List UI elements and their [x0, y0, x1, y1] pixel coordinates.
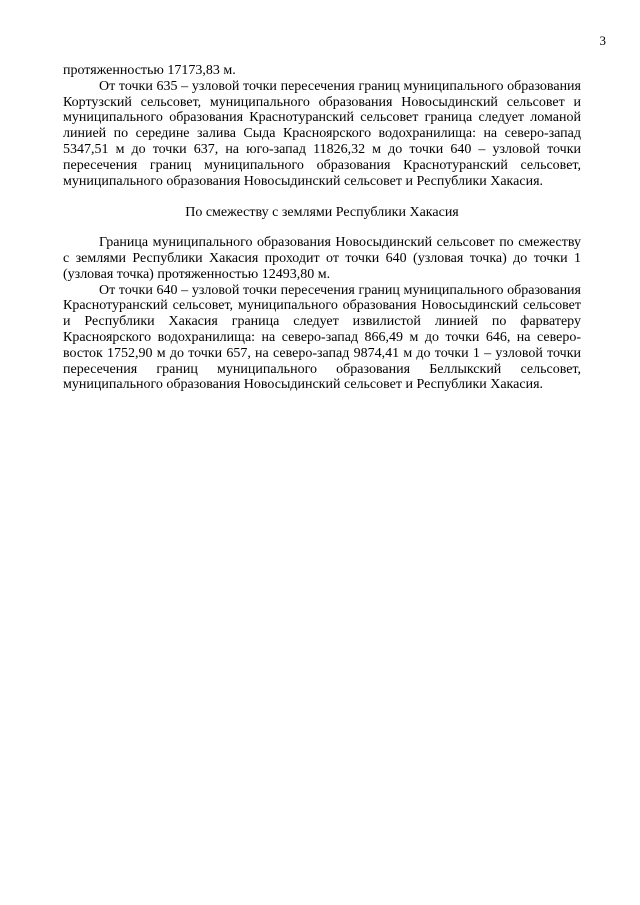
paragraph-continuation: протяженностью 17173,83 м.	[63, 63, 236, 78]
document-body	[63, 63, 581, 393]
paragraph-boundary-635-640: От точки 635 – узловой точки пересечения границ муниципального образования Кортузский сельсовет, муниципального образования Новосыдинский сельсовет и муниципального образования Краснотуранский сельсовет граница следует ломаной линией по середине залива Сыда Красноярского водохранилища: на северо-запад 5347,51 м до точки 637, на юго-запад 11826,32 м до точки 640 – узловой точки пересечения границ муниципального образования Краснотуранский сельсовет, муниципального образования Новосыдинский сельсовет и Республики Хакасия.	[63, 78, 581, 189]
section-heading: По смежеству с землями Республики Хакасия	[185, 205, 459, 221]
paragraph-boundary-640-1: От точки 640 – узловой точки пересечения границ муниципального образования Краснотуранский сельсовет, муниципального образования Новосыдинский сельсовет и Республики Хакасия граница следует извилистой линией по фарватеру Красноярского водохранилища: на северо-запад 866,49 м до точки 646, на северо-восток 1752,90 м до точки 657, на северо-запад 9874,41 м до точки 1 – узловой точки пересечения границ муниципального образования Беллыкский сельсовет, муниципального образования Новосыдинский сельсовет и Республики Хакасия.	[63, 282, 581, 393]
page-number: 3	[599, 33, 606, 48]
paragraph-boundary-summary: Граница муниципального образования Новосыдинский сельсовет по смежеству с землями Республики Хакасия проходит от точки 640 (узловая точка) до точки 1 (узловая точка) протяженностью 12493,80 м.	[63, 235, 581, 282]
